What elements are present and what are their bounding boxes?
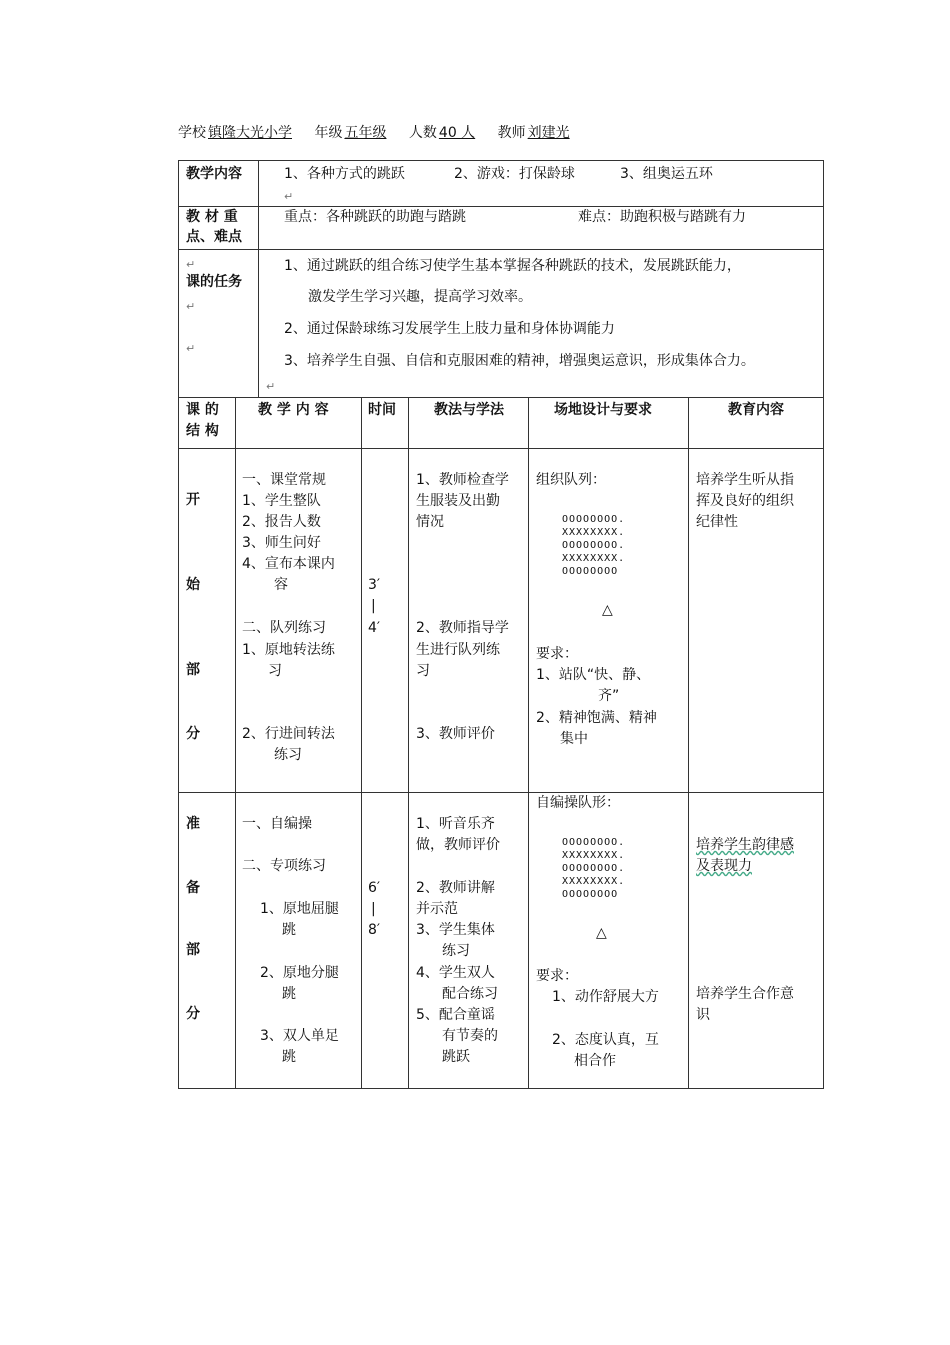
method-line: 4、学生双人 [416,965,495,981]
section-char: 准 [186,816,200,832]
section-char: 分 [186,1006,200,1022]
task-line: 1、通过跳跃的组合练习使学生基本掌握各种跳跃的技术，发展跳跃能力， [284,258,741,274]
req-line: 2、精神饱满、精神 [536,710,657,726]
method-line: 2、教师讲解 [416,880,495,896]
req-title: 要求： [536,646,578,662]
school-value: 镇隆大光小学 [208,125,292,141]
formation-row: OOOOOOOO [562,889,619,900]
row-divider [178,448,824,449]
education-line: 及表现力 [696,858,752,874]
education-line: 培养学生合作意 [696,986,794,1002]
paragraph-mark: ↵ [186,300,196,313]
education-line: 培养学生韵律感 [696,837,794,853]
content-line: 1、原地屈腿 [260,901,339,917]
paragraph-mark: ↵ [284,190,294,203]
table-border-left [178,160,179,1088]
task-line: 3、培养学生自强、自信和克服困难的精神，增强奥运意识，形成集体合力。 [284,353,755,369]
method-line: 5、配合童谣 [416,1007,495,1023]
content-line: 1、原地转法练 [242,642,335,658]
count-value: 40 人 [438,125,476,141]
content-line: 跳 [282,986,296,1002]
time-bar: | [371,598,376,614]
content-item: 3、组奥运五环 [620,166,713,182]
school-label: 学校 [178,125,206,141]
content-line: 二、专项练习 [242,858,326,874]
venue-title: 自编操队形： [536,795,620,811]
formation-row: XXXXXXXX. [562,850,626,861]
keypoint-label: 点、难点 [186,229,242,245]
col-header-content: 教 学 内 容 [258,402,329,418]
content-line: 跳 [282,1049,296,1065]
table-border-bottom [178,1088,824,1089]
keypoint-label: 教 材 重 [186,209,238,225]
column-divider [408,397,409,1088]
content-line: 4、宣布本课内 [242,556,335,572]
teacher-mark: △ [602,602,613,618]
formation-row: XXXXXXXX. [562,553,626,564]
time-bar: | [371,901,376,917]
content-item: 2、游戏：打保龄球 [454,166,575,182]
lesson-plan-table [178,160,824,1090]
lesson-header [178,122,588,142]
req-line: 2、态度认真，互 [552,1032,659,1048]
method-line: 3、学生集体 [416,922,495,938]
row-divider [178,249,824,250]
content-line: 2、行进间转法 [242,726,335,742]
column-divider [235,397,236,1088]
req-line: 1、站队“快、静、 [536,667,651,683]
req-line: 集中 [560,731,588,747]
tasks-label: 课的任务 [186,274,242,290]
formation-row: XXXXXXXX. [562,527,626,538]
req-line: 齐” [598,688,620,704]
method-line: 情况 [416,514,444,530]
method-line: 做，教师评价 [416,837,500,853]
content-line: 3、师生问好 [242,535,321,551]
req-title: 要求： [536,968,578,984]
method-line: 跳跃 [442,1049,470,1065]
col-header-education: 教育内容 [728,402,784,418]
label-column-divider [258,160,259,397]
method-line: 有节奏的 [442,1028,498,1044]
method-line: 1、听音乐齐 [416,816,495,832]
col-header-structure: 课 的 [186,402,219,418]
col-header-structure: 结 构 [186,423,219,439]
method-line: 练习 [442,943,470,959]
method-line: 2、教师指导学 [416,620,509,636]
method-line: 配合练习 [442,986,498,1002]
col-header-method: 教法与学法 [434,402,504,418]
count-label: 人数 [408,125,437,141]
paragraph-mark: ↵ [266,380,276,393]
method-line: 生服装及出勤 [416,493,500,509]
paragraph-mark: ↵ [186,258,196,271]
education-line: 纪律性 [696,514,738,530]
row-divider [178,792,824,793]
formation-row: OOOOOOOO [562,566,619,577]
teacher-value: 刘建光 [527,125,570,141]
education-line: 识 [696,1007,710,1023]
formation-row: OOOOOOOO. [562,863,626,874]
req-line: 相合作 [574,1053,616,1069]
venue-title: 组织队列： [536,472,606,488]
section-char: 部 [186,662,200,678]
content-line: 习 [268,663,282,679]
method-line: 习 [416,663,430,679]
method-line: 生进行队列练 [416,642,500,658]
content-line: 跳 [282,922,296,938]
content-line: 3、双人单足 [260,1028,339,1044]
content-line: 一、课堂常规 [242,472,326,488]
column-divider [688,397,689,1088]
req-line: 1、动作舒展大方 [552,989,659,1005]
content-line: 二、队列练习 [242,620,326,636]
teacher-mark: △ [596,925,607,941]
table-border-right [823,160,824,1088]
method-line: 1、教师检查学 [416,472,509,488]
table-border-top [178,160,824,161]
section-char: 备 [186,880,200,896]
section-char: 部 [186,942,200,958]
education-line: 培养学生听从指 [696,472,794,488]
content-line: 2、原地分腿 [260,965,339,981]
section-char: 始 [186,577,200,593]
column-divider [528,397,529,1088]
formation-row: XXXXXXXX. [562,876,626,887]
method-line: 并示范 [416,901,458,917]
task-line: 激发学生学习兴趣，提高学习效率。 [308,289,532,305]
paragraph-mark: ↵ [186,342,196,355]
keypoint-text: 重点：各种跳跃的助跑与踏跳 [284,209,466,225]
col-header-venue: 场地设计与要求 [554,402,652,418]
grade-label: 年级 [314,125,343,141]
formation-row: OOOOOOOO. [562,837,626,848]
content-line: 容 [274,577,288,593]
section-char: 开 [186,492,200,508]
content-label: 教学内容 [186,166,242,182]
time-value: 4′ [368,620,381,636]
column-divider [361,397,362,1088]
method-line: 3、教师评价 [416,726,495,742]
grade-value: 五年级 [344,125,387,141]
row-divider [178,397,824,398]
section-char: 分 [186,726,200,742]
col-header-time: 时间 [368,402,396,418]
content-line: 一、自编操 [242,816,312,832]
difficulty-text: 难点：助跑积极与踏跳有力 [578,209,746,225]
formation-row: OOOOOOOO. [562,514,626,525]
education-line: 挥及良好的组织 [696,493,794,509]
teacher-label: 教师 [497,125,526,141]
formation-row: OOOOOOOO. [562,540,626,551]
content-line: 练习 [274,747,302,763]
time-value: 6′ [368,880,381,896]
time-value: 3′ [368,577,381,593]
time-value: 8′ [368,922,381,938]
content-item: 1、各种方式的跳跃 [284,166,405,182]
content-line: 1、学生整队 [242,493,321,509]
task-line: 2、通过保龄球练习发展学生上肢力量和身体协调能力 [284,321,615,337]
content-line: 2、报告人数 [242,514,321,530]
